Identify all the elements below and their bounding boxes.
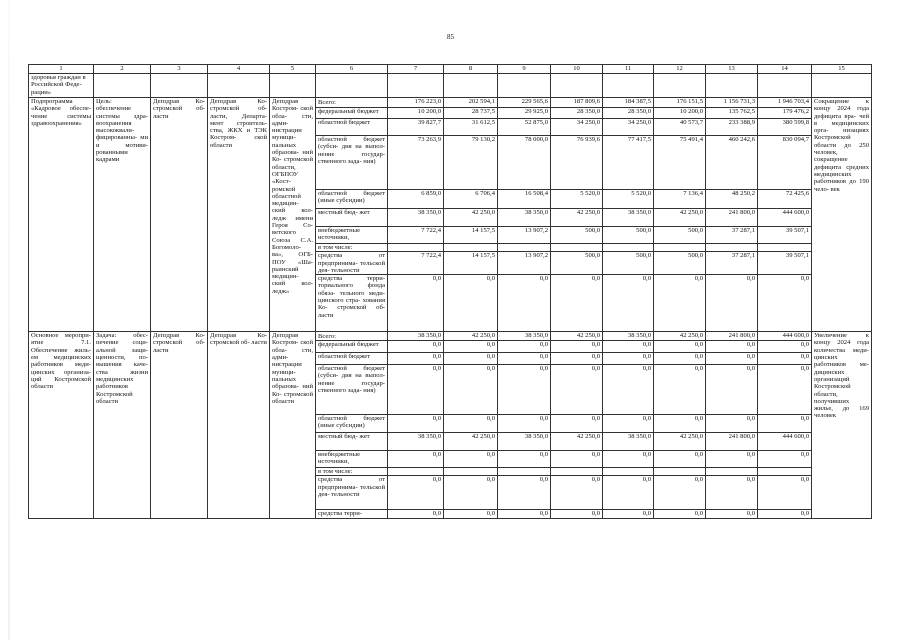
amount-cell: 0,0: [758, 451, 812, 468]
amount-cell: 500,0: [551, 252, 603, 275]
amount-cell: 42 250,0: [551, 209, 603, 227]
amount-cell: 39 507,1: [758, 227, 812, 244]
subprogram-row: [29, 98, 872, 108]
column-number-cell: 10: [551, 65, 603, 74]
amount-cell: 38 350,0: [388, 332, 444, 341]
amount-cell: 0,0: [444, 275, 498, 332]
column-number-cell: 15: [812, 65, 872, 74]
amount-cell: 38 350,0: [603, 332, 654, 341]
amount-cell: [551, 244, 603, 252]
amount-cell: 77 417,5: [603, 136, 654, 190]
amount-cell: 5 520,0: [551, 190, 603, 209]
amount-cell: 444 600,0: [758, 332, 812, 341]
amount-cell: 42 250,0: [654, 332, 706, 341]
column-number-cell: 14: [758, 65, 812, 74]
amount-cell: 16 508,4: [498, 190, 551, 209]
amount-cell: 38 350,0: [498, 332, 551, 341]
amount-cell: [706, 468, 758, 476]
amount-cell: 233 388,9: [706, 119, 758, 136]
measure-name: Основное меропри- ятие 7.1. Обеспечение жиль- ем медицинских работников меди- цинских организа- ций Костромской области: [29, 332, 94, 519]
amount-cell: 0,0: [498, 365, 551, 415]
subprogram-result: Сокращение к концу 2024 года дефицита вра- чей в медицинских орга- низациях Костромской области до 250 человек, сокращение дефицита средних медицинских работников до 190 чело- век: [812, 98, 872, 332]
amount-cell: [654, 244, 706, 252]
carry-over-text: здоровья граждан в Российской Феде- рации»: [29, 74, 94, 98]
amount-cell: [444, 244, 498, 252]
amount-cell: 0,0: [758, 365, 812, 415]
column-number-cell: 4: [208, 65, 270, 74]
amount-cell: 38 350,0: [603, 433, 654, 451]
amount-cell: 0,0: [758, 353, 812, 365]
amount-cell: 0,0: [551, 353, 603, 365]
amount-cell: 0,0: [603, 415, 654, 433]
amount-cell: 0,0: [654, 415, 706, 433]
subprogram-name: Подпрограмма «Кадровое обеспе- чение системы здравоохранения»: [29, 98, 94, 332]
amount-cell: 0,0: [654, 365, 706, 415]
amount-cell: 48 250,2: [706, 190, 758, 209]
amount-cell: [758, 468, 812, 476]
amount-cell: 14 157,5: [444, 227, 498, 244]
amount-cell: 0,0: [706, 365, 758, 415]
column-number-row: [29, 65, 872, 74]
amount-cell: 500,0: [603, 227, 654, 244]
amount-cell: 184 387,5: [603, 98, 654, 108]
column-number-cell: 8: [444, 65, 498, 74]
amount-cell: 229 565,6: [498, 98, 551, 108]
funding-source-label: средства от предпринима- тельской дея- тельности: [316, 252, 388, 275]
amount-cell: 1 946 703,4: [758, 98, 812, 108]
amount-cell: [388, 244, 444, 252]
amount-cell: 176 151,5: [654, 98, 706, 108]
amount-cell: 0,0: [654, 451, 706, 468]
amount-cell: 10 200,0: [654, 108, 706, 119]
amount-cell: 42 250,0: [654, 209, 706, 227]
amount-cell: 13 907,2: [498, 227, 551, 244]
amount-cell: 0,0: [444, 353, 498, 365]
amount-cell: [551, 468, 603, 476]
amount-cell: 40 573,7: [654, 119, 706, 136]
amount-cell: 0,0: [603, 275, 654, 332]
funding-source-label: федеральный бюджет: [316, 341, 388, 353]
subprogram-goal: Цель: обеспечение системы здра- воохранения высококвали- фицированны- ми и мотиви- рованными кадрами: [94, 98, 151, 332]
amount-cell: 13 907,2: [498, 252, 551, 275]
amount-cell: 28 737,5: [444, 108, 498, 119]
amount-cell: 0,0: [654, 353, 706, 365]
amount-cell: [388, 468, 444, 476]
column-number-cell: 9: [498, 65, 551, 74]
carry-over-row: [29, 74, 872, 98]
funding-source-label: областной бюджет (субси- дия на выпол- нение государ- ственного зада- ния): [316, 136, 388, 190]
amount-cell: 0,0: [603, 341, 654, 353]
amount-cell: 7 722,4: [388, 227, 444, 244]
funding-source-label: областной бюджет (иные субсидии): [316, 190, 388, 209]
column-number-cell: 1: [29, 65, 94, 74]
amount-cell: 460 242,6: [706, 136, 758, 190]
amount-cell: 42 250,0: [444, 209, 498, 227]
funding-source-label: средства терри-: [316, 510, 388, 518]
amount-cell: 1 156 731,3: [706, 98, 758, 108]
amount-cell: 31 612,5: [444, 119, 498, 136]
amount-cell: 78 000,0: [498, 136, 551, 190]
funding-source-label: средства от предпринима- тельской дея- тельности: [316, 476, 388, 510]
amount-cell: 42 250,0: [444, 433, 498, 451]
amount-cell: 830 094,7: [758, 136, 812, 190]
subprogram-executors: Депздрав Ко- стромской об- ласти, Департа- мент строитель- ства, ЖКХ и ТЭК Костром- ской области: [208, 98, 270, 332]
amount-cell: 0,0: [603, 353, 654, 365]
funding-source-label: в том числе:: [316, 468, 388, 476]
amount-cell: 10 200,0: [388, 108, 444, 119]
amount-cell: 7 722,4: [388, 252, 444, 275]
amount-cell: 176 223,0: [388, 98, 444, 108]
amount-cell: 0,0: [388, 476, 444, 510]
funding-source-label: внебюджетные источники,: [316, 227, 388, 244]
amount-cell: 0,0: [551, 451, 603, 468]
amount-cell: 500,0: [603, 252, 654, 275]
amount-cell: 75 491,4: [654, 136, 706, 190]
amount-cell: 0,0: [444, 451, 498, 468]
amount-cell: 202 594,1: [444, 98, 498, 108]
amount-cell: 135 762,5: [706, 108, 758, 119]
amount-cell: 0,0: [498, 275, 551, 332]
amount-cell: 0,0: [498, 510, 551, 518]
amount-cell: 7 136,4: [654, 190, 706, 209]
funding-source-label: средства терри- ториального фонда обяза- тельного меди- цинского стра- хования Ко- стромской об- ласти: [316, 275, 388, 332]
amount-cell: 444 600,0: [758, 209, 812, 227]
amount-cell: 241 800,0: [706, 433, 758, 451]
amount-cell: [498, 244, 551, 252]
amount-cell: 0,0: [388, 415, 444, 433]
amount-cell: 0,0: [603, 365, 654, 415]
amount-cell: 0,0: [654, 510, 706, 518]
amount-cell: 39 827,7: [388, 119, 444, 136]
measure-row: [29, 332, 872, 341]
amount-cell: 241 800,0: [706, 332, 758, 341]
amount-cell: 0,0: [444, 365, 498, 415]
measure-executors: Депздрав Ко- стромской об- ласти: [208, 332, 270, 519]
amount-cell: [603, 244, 654, 252]
amount-cell: 444 600,0: [758, 433, 812, 451]
column-number-cell: 12: [654, 65, 706, 74]
amount-cell: [706, 244, 758, 252]
column-number-cell: 7: [388, 65, 444, 74]
amount-cell: 6 859,0: [388, 190, 444, 209]
amount-cell: 0,0: [498, 451, 551, 468]
amount-cell: 0,0: [498, 476, 551, 510]
amount-cell: 0,0: [758, 275, 812, 332]
measure-participants: Депздрав Костром- ской обла- сти, адми- нистрации муници- пальных образова- ний Ко- стромской области: [270, 332, 316, 519]
column-number-cell: 2: [94, 65, 151, 74]
funding-source-label: областной бюджет: [316, 119, 388, 136]
amount-cell: 187 809,6: [551, 98, 603, 108]
amount-cell: [603, 468, 654, 476]
amount-cell: 34 250,0: [603, 119, 654, 136]
amount-cell: 380 599,8: [758, 119, 812, 136]
amount-cell: 0,0: [603, 510, 654, 518]
amount-cell: 34 250,0: [551, 119, 603, 136]
amount-cell: 28 350,0: [603, 108, 654, 119]
amount-cell: 0,0: [551, 275, 603, 332]
amount-cell: 39 507,1: [758, 252, 812, 275]
amount-cell: 0,0: [498, 341, 551, 353]
amount-cell: [498, 468, 551, 476]
amount-cell: 0,0: [551, 510, 603, 518]
amount-cell: 0,0: [706, 275, 758, 332]
funding-source-label: Всего:: [316, 98, 388, 108]
amount-cell: 0,0: [758, 510, 812, 518]
amount-cell: 37 287,1: [706, 252, 758, 275]
amount-cell: 29 925,0: [498, 108, 551, 119]
funding-source-label: местный бюд- жет: [316, 433, 388, 451]
subprogram-coexec: Депздрав Ко- стромской об- ласти: [151, 98, 208, 332]
amount-cell: 0,0: [498, 415, 551, 433]
column-number-cell: 6: [316, 65, 388, 74]
amount-cell: 38 350,0: [498, 209, 551, 227]
amount-cell: 0,0: [551, 341, 603, 353]
amount-cell: 0,0: [654, 341, 706, 353]
amount-cell: 0,0: [498, 353, 551, 365]
amount-cell: 38 350,0: [388, 209, 444, 227]
amount-cell: 0,0: [388, 451, 444, 468]
amount-cell: 0,0: [388, 365, 444, 415]
amount-cell: 0,0: [706, 353, 758, 365]
funding-source-label: областной бюджет (иные субсидии): [316, 415, 388, 433]
amount-cell: 0,0: [654, 275, 706, 332]
amount-cell: 0,0: [603, 476, 654, 510]
amount-cell: 0,0: [551, 365, 603, 415]
amount-cell: 0,0: [444, 341, 498, 353]
amount-cell: 241 800,0: [706, 209, 758, 227]
amount-cell: 500,0: [654, 252, 706, 275]
column-number-cell: 11: [603, 65, 654, 74]
subprogram-participants: Депздрав Костром- ской обла- сти, адми- нистрации муници- пальных образова- ний Ко- стромской области, ОГБПОУ «Кост- ромской областной медицин- ский кол- ледж имени Героя Со- ветского Союза С.А. Богомоло- ва», ОГБ- ПОУ «Ша- рьинский медицин- ский кол- ледж»: [270, 98, 316, 332]
budget-table: [28, 64, 872, 519]
funding-source-label: федеральный бюджет: [316, 108, 388, 119]
amount-cell: 38 350,0: [388, 433, 444, 451]
amount-cell: 0,0: [551, 476, 603, 510]
amount-cell: 500,0: [551, 227, 603, 244]
measure-result: Увеличение к концу 2024 года количества меди- цинских работников ме- дицинских организаций Костромской области, получивших жилье, до 169 человек: [812, 332, 872, 519]
amount-cell: 500,0: [654, 227, 706, 244]
amount-cell: 0,0: [388, 353, 444, 365]
amount-cell: 42 250,0: [551, 332, 603, 341]
scan-edge-shadow: [8, 0, 10, 640]
amount-cell: 38 350,0: [498, 433, 551, 451]
amount-cell: 0,0: [758, 476, 812, 510]
amount-cell: 0,0: [444, 510, 498, 518]
amount-cell: 0,0: [444, 415, 498, 433]
funding-source-label: областной бюджет (субси- дия на выпол- нение государ- ственного зада- ния): [316, 365, 388, 415]
amount-cell: 0,0: [758, 415, 812, 433]
amount-cell: [444, 468, 498, 476]
amount-cell: 14 157,5: [444, 252, 498, 275]
amount-cell: 72 425,6: [758, 190, 812, 209]
amount-cell: 38 350,0: [603, 209, 654, 227]
amount-cell: 0,0: [654, 476, 706, 510]
amount-cell: 0,0: [388, 341, 444, 353]
amount-cell: 73 263,9: [388, 136, 444, 190]
amount-cell: 0,0: [706, 510, 758, 518]
funding-source-label: областной бюджет: [316, 353, 388, 365]
column-number-cell: 5: [270, 65, 316, 74]
measure-goal: Задача: обес- печение соци- альной защи- щенности, по- вышения каче- ства жизни медицинских работников Костромской области: [94, 332, 151, 519]
amount-cell: 0,0: [706, 341, 758, 353]
column-number-cell: 3: [151, 65, 208, 74]
amount-cell: 5 520,0: [603, 190, 654, 209]
amount-cell: 0,0: [388, 275, 444, 332]
amount-cell: 42 250,0: [444, 332, 498, 341]
amount-cell: [654, 468, 706, 476]
amount-cell: 0,0: [706, 451, 758, 468]
amount-cell: 42 250,0: [551, 433, 603, 451]
amount-cell: 52 875,0: [498, 119, 551, 136]
funding-source-label: внебюджетные источники,: [316, 451, 388, 468]
amount-cell: [758, 244, 812, 252]
amount-cell: 42 250,0: [654, 433, 706, 451]
amount-cell: 0,0: [603, 451, 654, 468]
amount-cell: 76 939,6: [551, 136, 603, 190]
funding-source-label: в том числе:: [316, 244, 388, 252]
measure-coexec: Депздрав Ко- стромской об- ласти: [151, 332, 208, 519]
amount-cell: 6 706,4: [444, 190, 498, 209]
amount-cell: 0,0: [706, 415, 758, 433]
amount-cell: 0,0: [706, 476, 758, 510]
amount-cell: 0,0: [758, 341, 812, 353]
amount-cell: 0,0: [444, 476, 498, 510]
funding-source-label: Всего:: [316, 332, 388, 341]
amount-cell: 0,0: [388, 510, 444, 518]
page-number: 85: [447, 33, 454, 41]
amount-cell: 79 130,2: [444, 136, 498, 190]
amount-cell: 179 476,2: [758, 108, 812, 119]
amount-cell: 37 287,1: [706, 227, 758, 244]
funding-source-label: местный бюд- жет: [316, 209, 388, 227]
column-number-cell: 13: [706, 65, 758, 74]
amount-cell: 28 350,0: [551, 108, 603, 119]
amount-cell: 0,0: [551, 415, 603, 433]
